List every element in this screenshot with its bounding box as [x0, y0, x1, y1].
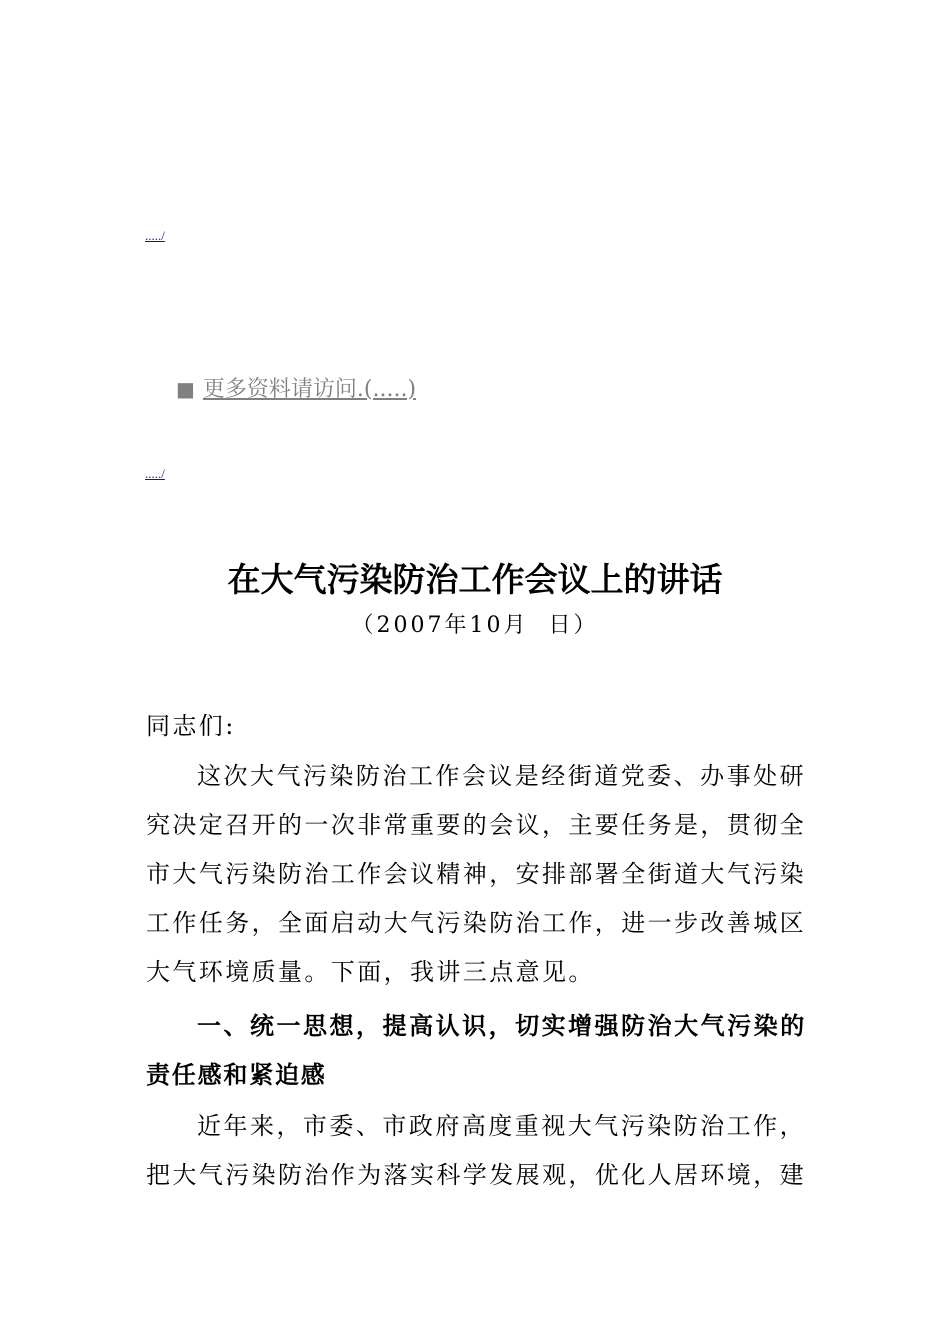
greeting: 同志们: [146, 712, 236, 740]
more-resources-line [176, 372, 416, 403]
body-paragraph: 近年来，市委、市政府高度重视大气污染防治工作，把大气污染防治作为落实科学发展观，优化人居环境，建 [146, 1112, 806, 1189]
more-resources-link[interactable]: 更多资料请访问.(.....) [202, 377, 417, 402]
section-heading: 一、统一思想，提高认识，切实增强防治大气污染的责任感和紧迫感 [146, 1012, 806, 1089]
body-paragraph: 这次大气污染防治工作会议是经街道党委、办事处研究决定召开的一次非常重要的会议，主要任务是，贯彻全市大气污染防治工作会议精神，安排部署全街道大气污染工作任务，全面启动大气污染防治工作，进一步改善城区大气环境质量。下面，我讲三点意见。 [146, 762, 806, 986]
top-link[interactable]: ...../ [145, 228, 165, 243]
bottom-link[interactable]: ...../ [145, 466, 165, 481]
square-bullet-icon: ■ [176, 377, 195, 401]
document-date: （2007年10月 日） [351, 613, 599, 638]
document-title: 在大气污染防治工作会议上的讲话 [227, 560, 723, 599]
